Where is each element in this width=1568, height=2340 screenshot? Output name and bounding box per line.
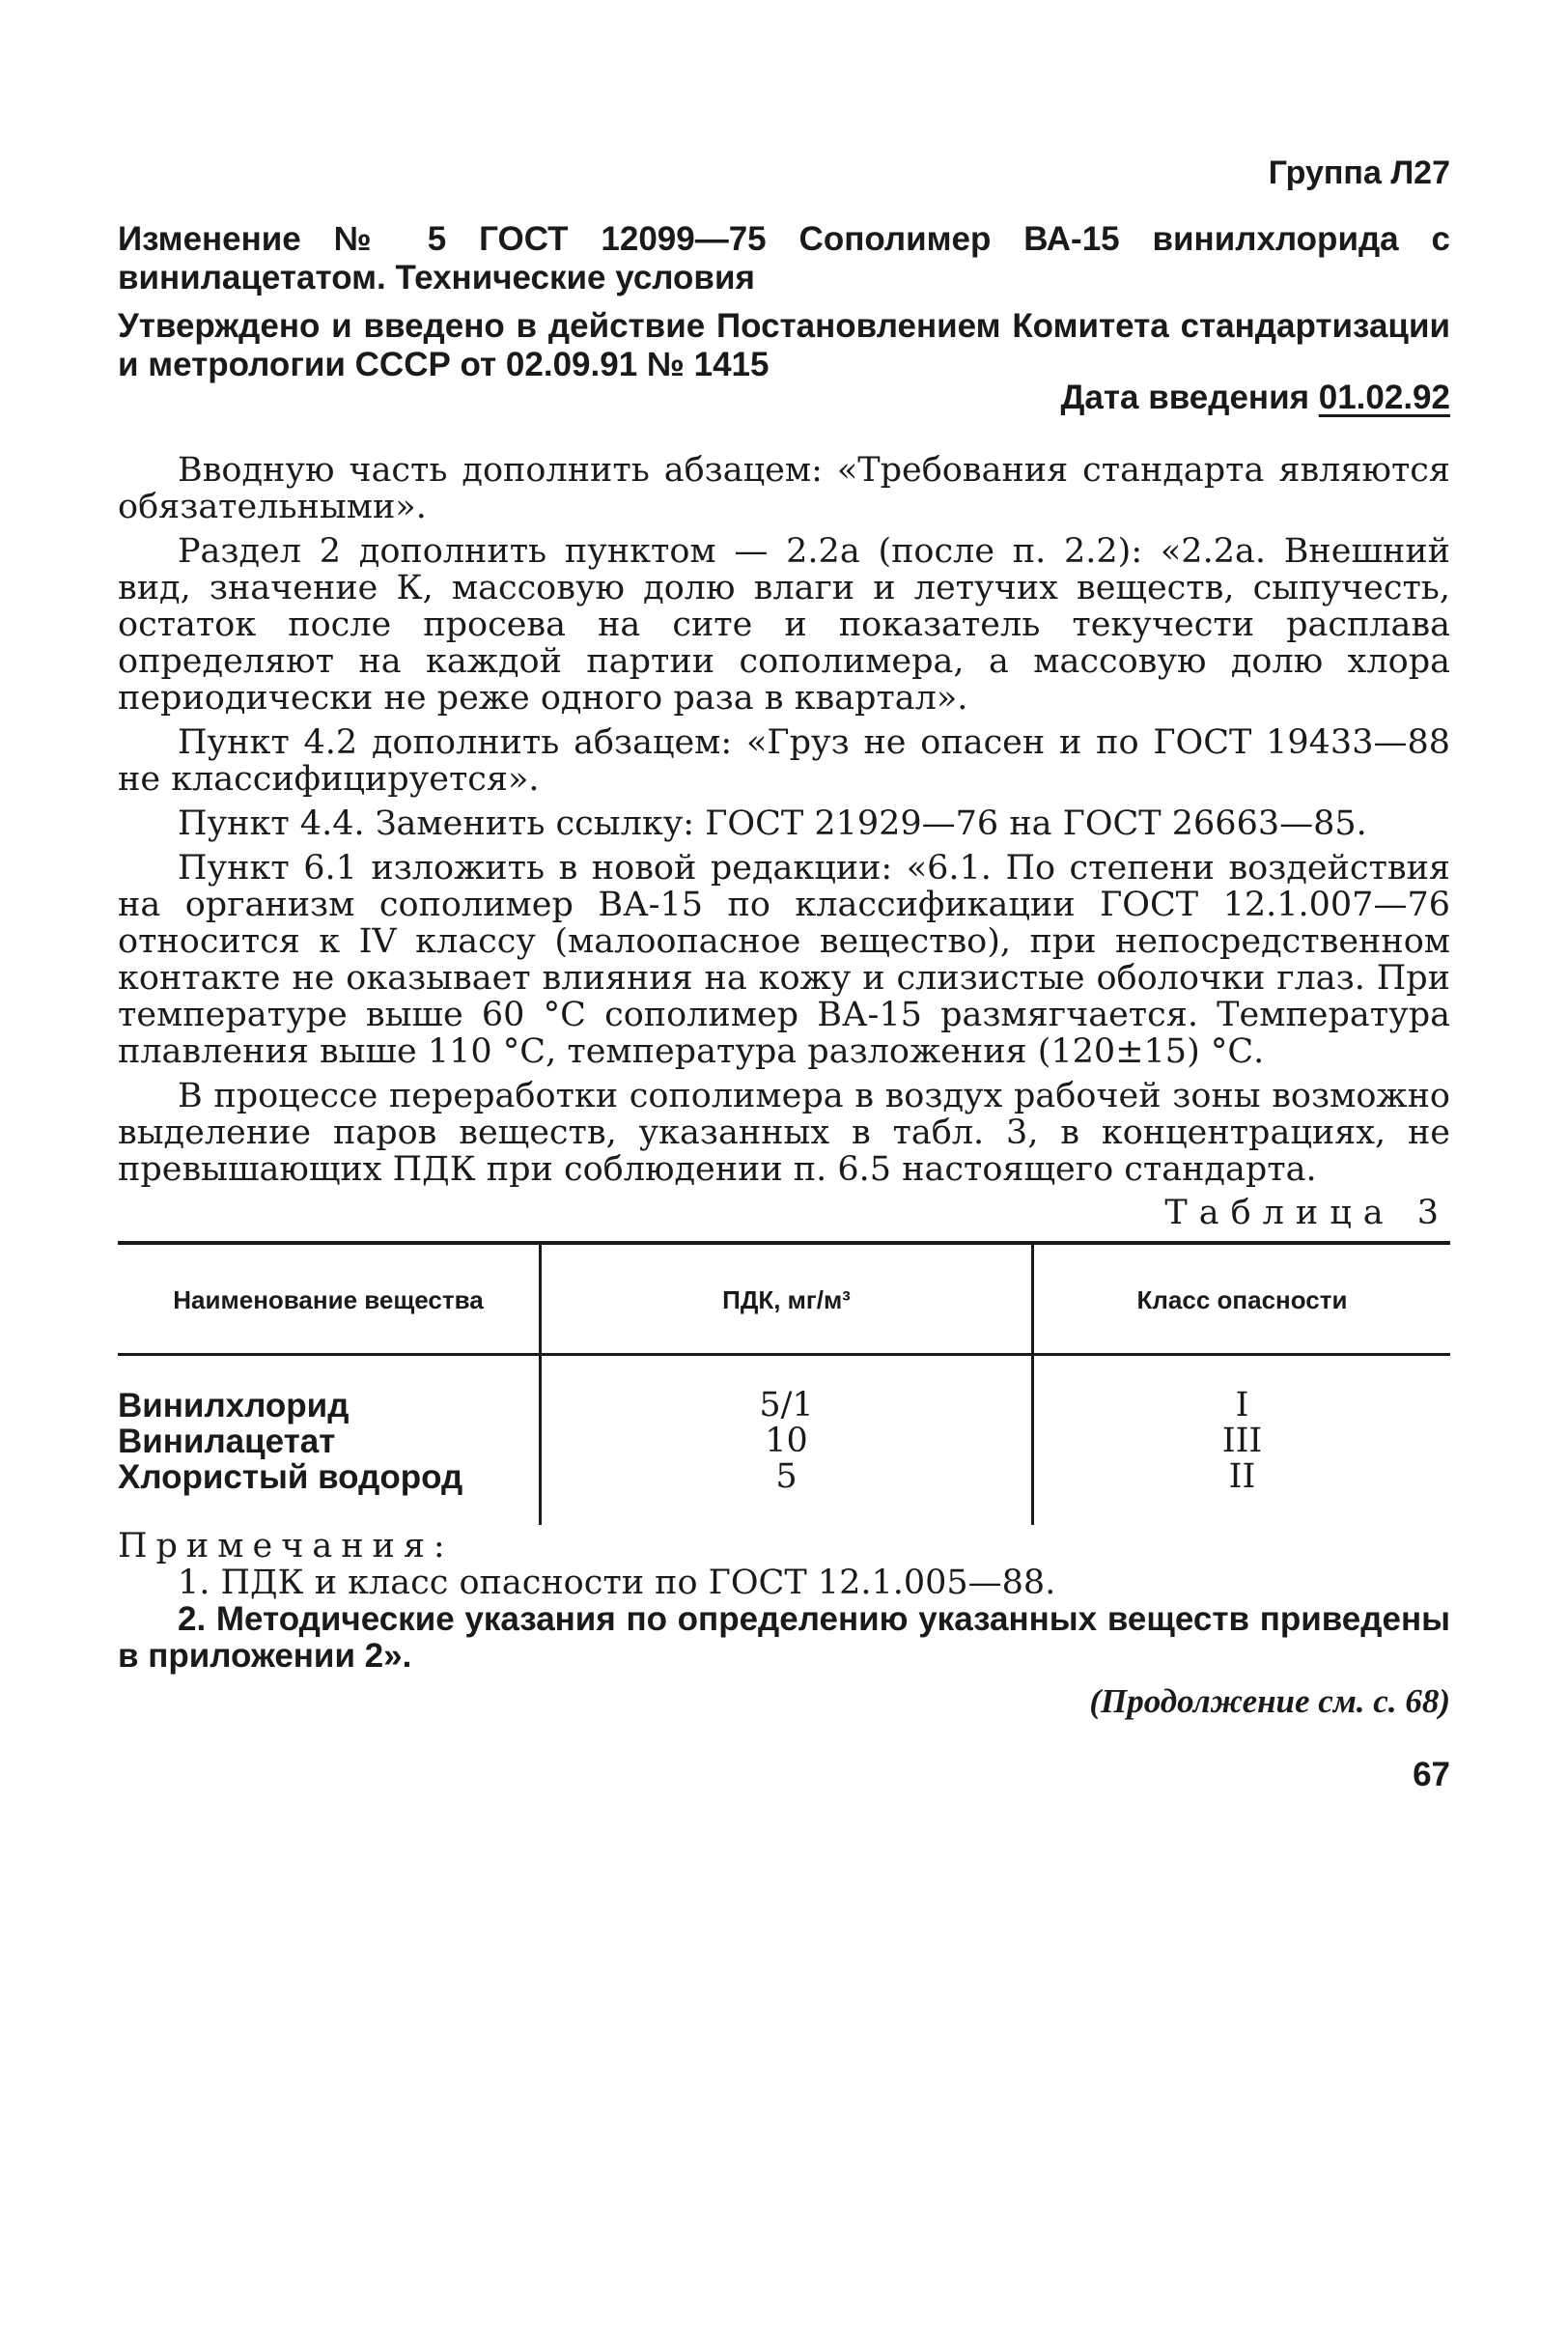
table-cell-substance: Винилхлорид [118,1387,350,1424]
table-cell-mac: 10 [765,1422,808,1460]
substances-table [118,1241,1450,1521]
paragraph: В процессе переработки сополимера в воздух рабочей зоны возможно выделение паров веществ, указанных в табл. 3, в концентрациях, не превышающих ПДК при соблюдении п. 6.5 настоящего стандарта. [118,1077,1450,1189]
column-header-hazard-class: Класс опасности [1136,1285,1348,1314]
column-header-mac: ПДК, мг/м³ [722,1285,851,1314]
notes-title: Примечания: [118,1527,454,1565]
date-value: 01.02.92 [1318,379,1450,416]
column-header-substance: Наименование вещества [173,1285,484,1314]
table-cell-mac: 5 [775,1457,798,1496]
notes [118,1528,1450,1675]
change-title: Изменение № 5 ГОСТ 12099—75 Сополимер ВА-15 винилхлорида с винилацетатом. Технические условия [118,220,1450,296]
continuation-note: (Продолжение см. с. 68) [1089,1682,1450,1720]
group-code: Группа Л27 [1268,155,1450,191]
date-label: Дата введения [1060,379,1310,416]
approval-statement: Утверждено и введено в действие Постановлением Комитета стандартизации и метрологии СССР от 02.09.91 № 1415 [118,307,1450,383]
table-cell-substance: Хлористый водород [118,1458,463,1496]
note-item: 1. ПДК и класс опасности по ГОСТ 12.1.005—88. [178,1564,1056,1602]
paragraph: Пункт 4.4. Заменить ссылку: ГОСТ 21929—76 на ГОСТ 26663—85. [178,804,1367,843]
table-cell-class: II [1228,1457,1256,1496]
paragraph: Раздел 2 дополнить пунктом — 2.2а (после п. 2.2): «2.2а. Внешний вид, значение К, массовую долю влаги и летучих веществ, сыпучесть, остаток после просева на сите и показатель текучести расплава определяют на каждой партии сополимера, а массовую долю хлора периодически не реже одного раза в квартал». [118,532,1450,718]
paragraph: Пункт 4.2 дополнить абзацем: «Груз не опасен и по ГОСТ 19433—88 не классифицируется». [118,723,1450,799]
table-cell-class: I [1235,1386,1249,1424]
table-cell-mac: 5/1 [759,1386,814,1424]
table-cell-class: III [1221,1422,1263,1460]
table-top-rule [118,1241,1450,1245]
note-item: 2. Методические указания по определению указанных веществ приведены в приложении 2». [118,1600,1450,1675]
paragraph: Вводную часть дополнить абзацем: «Требования стандарта являются обязательными». [118,451,1450,526]
body-text [118,452,1450,1188]
table-caption: Таблица 3 [1164,1194,1450,1232]
table-header-rule [118,1353,1450,1356]
introduction-date [1060,379,1450,417]
table-cell-substance: Винилацетат [118,1423,336,1460]
paragraph: Пункт 6.1 изложить в новой редакции: «6.1. По степени воздействия на организм сополимер ВА-15 по классификации ГОСТ 12.1.007—76 относится к IV классу (малоопасное вещество), при непосредственном контакте не оказывает влияния на кожу и слизистые оболочки глаз. При температуре выше 60 °С сополимер ВА-15 размягчается. Температура плавления выше 110 °С, температура разложения (120±15) °С. [118,849,1450,1071]
page-number: 67 [1413,1756,1450,1793]
